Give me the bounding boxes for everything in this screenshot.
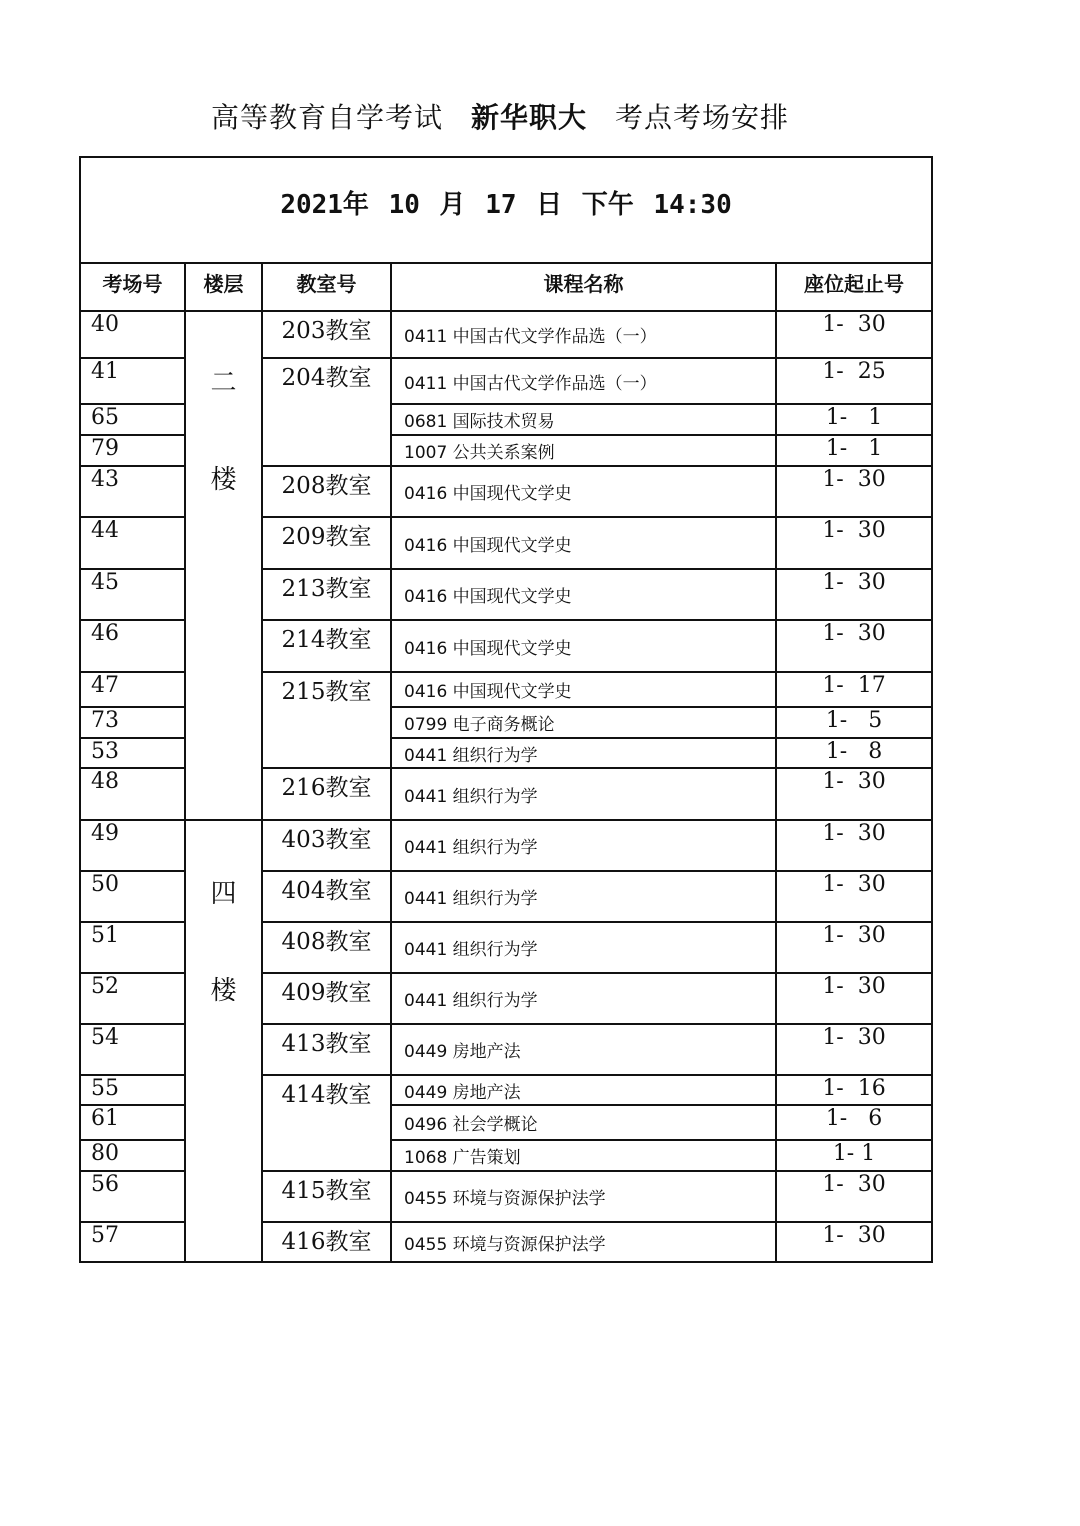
course-cell: 0681 国际技术贸易 xyxy=(391,404,776,435)
course-cell: 0496 社会学概论 xyxy=(391,1105,776,1140)
course-cell: 0416 中国现代文学史 xyxy=(391,672,776,707)
title-part1: 高等教育自学考试 xyxy=(210,101,443,134)
seat-range-text: 1- 30 xyxy=(822,923,886,948)
exam-number-cell: 49 xyxy=(80,820,185,871)
seat-range-cell xyxy=(776,1222,932,1262)
floor-cell-f2 xyxy=(185,311,262,820)
date-header xyxy=(80,157,932,263)
seat-range-cell xyxy=(776,311,932,358)
room-cell: 215教室 xyxy=(262,672,391,768)
header-floor: 楼层 xyxy=(185,263,262,311)
seat-range-cell xyxy=(776,973,932,1024)
header-room: 教室号 xyxy=(262,263,391,311)
exam-number-cell: 79 xyxy=(80,435,185,466)
course-cell: 0416 中国现代文学史 xyxy=(391,517,776,569)
seat-range-text: 1- 30 xyxy=(822,872,886,897)
room-cell: 208教室 xyxy=(262,466,391,517)
exam-number-cell: 43 xyxy=(80,466,185,517)
course-cell: 0411 中国古代文学作品选（一） xyxy=(391,311,776,358)
title-part2: 新华职大 xyxy=(470,101,587,134)
seat-range-text: 1- 16 xyxy=(822,1076,886,1101)
room-cell: 209教室 xyxy=(262,517,391,569)
seat-range-text: 1- 30 xyxy=(822,518,886,543)
floor-char: 二 xyxy=(210,368,237,398)
course-cell: 0799 电子商务概论 xyxy=(391,707,776,738)
exam-number-cell: 40 xyxy=(80,311,185,358)
course-cell: 0416 中国现代文学史 xyxy=(391,569,776,620)
title-part3: 考点考场安排 xyxy=(615,101,790,134)
exam-number-cell: 48 xyxy=(80,768,185,820)
seat-range-text: 1- 30 xyxy=(822,312,886,337)
seat-range-text: 1- 30 xyxy=(822,769,886,794)
seat-range-cell xyxy=(776,1171,932,1222)
room-cell: 403教室 xyxy=(262,820,391,871)
seat-range-cell xyxy=(776,1075,932,1105)
course-cell: 0441 组织行为学 xyxy=(391,922,776,973)
seat-range-cell xyxy=(776,871,932,922)
seat-range-cell xyxy=(776,620,932,672)
room-cell: 216教室 xyxy=(262,768,391,820)
course-cell: 0449 房地产法 xyxy=(391,1075,776,1105)
room-cell: 409教室 xyxy=(262,973,391,1024)
exam-number-cell: 55 xyxy=(80,1075,185,1105)
seat-range-cell xyxy=(776,707,932,738)
exam-number-cell: 50 xyxy=(80,871,185,922)
room-cell: 214教室 xyxy=(262,620,391,672)
course-cell: 1068 广告策划 xyxy=(391,1140,776,1171)
seat-range-text: 1- 30 xyxy=(822,1025,886,1050)
header-course: 课程名称 xyxy=(391,263,776,311)
seat-range-cell xyxy=(776,1105,932,1140)
floor-char: 楼 xyxy=(210,976,237,1006)
seat-range-cell xyxy=(776,820,932,871)
course-cell: 0455 环境与资源保护法学 xyxy=(391,1222,776,1262)
date-line: 2021年 10 月 17 日 下午 14:30 xyxy=(280,190,732,220)
exam-number-cell: 41 xyxy=(80,358,185,404)
floor-char: 楼 xyxy=(210,465,237,495)
exam-number-cell: 52 xyxy=(80,973,185,1024)
seat-range-cell xyxy=(776,738,932,768)
course-cell: 0455 环境与资源保护法学 xyxy=(391,1171,776,1222)
exam-number-cell: 44 xyxy=(80,517,185,569)
exam-number-cell: 61 xyxy=(80,1105,185,1140)
exam-number-cell: 73 xyxy=(80,707,185,738)
floor-char: 四 xyxy=(210,879,237,909)
room-cell: 204教室 xyxy=(262,358,391,466)
seat-range-text: 1- 25 xyxy=(822,359,886,384)
seat-range-text: 1- 30 xyxy=(822,821,886,846)
exam-number-cell: 80 xyxy=(80,1140,185,1171)
course-cell: 0441 组织行为学 xyxy=(391,768,776,820)
seat-range-cell xyxy=(776,1024,932,1075)
course-cell: 0441 组织行为学 xyxy=(391,973,776,1024)
seat-range-cell xyxy=(776,358,932,404)
seat-range-cell xyxy=(776,466,932,517)
room-cell: 415教室 xyxy=(262,1171,391,1222)
course-cell: 0441 组织行为学 xyxy=(391,820,776,871)
exam-number-cell: 45 xyxy=(80,569,185,620)
seat-range-text: 1- 8 xyxy=(825,739,883,764)
seat-range-text: 1- 30 xyxy=(822,1223,886,1248)
page-title xyxy=(0,96,1000,136)
seat-range-text: 1- 1 xyxy=(825,405,883,430)
course-cell: 0416 中国现代文学史 xyxy=(391,466,776,517)
seat-range-cell xyxy=(776,404,932,435)
exam-number-cell: 46 xyxy=(80,620,185,672)
seat-range-text: 1- 6 xyxy=(825,1106,883,1131)
room-cell: 414教室 xyxy=(262,1075,391,1171)
seat-range-text: 1- 30 xyxy=(822,467,886,492)
table-row xyxy=(80,311,932,358)
header-seats: 座位起止号 xyxy=(776,263,932,311)
seat-range-text: 1- 17 xyxy=(822,673,886,698)
seat-range-text: 1- 30 xyxy=(822,1172,886,1197)
seat-range-text: 1- 5 xyxy=(825,708,883,733)
exam-number-cell: 53 xyxy=(80,738,185,768)
exam-number-cell: 54 xyxy=(80,1024,185,1075)
exam-number-cell: 65 xyxy=(80,404,185,435)
seat-range-cell xyxy=(776,569,932,620)
room-cell: 203教室 xyxy=(262,311,391,358)
exam-number-cell: 51 xyxy=(80,922,185,973)
exam-number-cell: 57 xyxy=(80,1222,185,1262)
floor-cell-f4 xyxy=(185,820,262,1262)
room-cell: 413教室 xyxy=(262,1024,391,1075)
room-cell: 416教室 xyxy=(262,1222,391,1262)
seat-range-text: 1- 1 xyxy=(832,1141,876,1166)
seat-range-cell xyxy=(776,922,932,973)
seat-range-text: 1- 30 xyxy=(822,621,886,646)
course-cell: 0449 房地产法 xyxy=(391,1024,776,1075)
exam-number-cell: 56 xyxy=(80,1171,185,1222)
course-cell: 1007 公共关系案例 xyxy=(391,435,776,466)
seat-range-text: 1- 1 xyxy=(825,436,883,461)
course-cell: 0441 组织行为学 xyxy=(391,871,776,922)
schedule-table xyxy=(79,156,933,1263)
course-cell: 0441 组织行为学 xyxy=(391,738,776,768)
seat-range-cell xyxy=(776,1140,932,1171)
exam-number-cell: 47 xyxy=(80,672,185,707)
table-row xyxy=(80,820,932,871)
course-cell: 0411 中国古代文学作品选（一） xyxy=(391,358,776,404)
seat-range-text: 1- 30 xyxy=(822,974,886,999)
room-cell: 408教室 xyxy=(262,922,391,973)
room-cell: 213教室 xyxy=(262,569,391,620)
course-cell: 0416 中国现代文学史 xyxy=(391,620,776,672)
header-exam-no: 考场号 xyxy=(80,263,185,311)
seat-range-cell xyxy=(776,672,932,707)
seat-range-text: 1- 30 xyxy=(822,570,886,595)
room-cell: 404教室 xyxy=(262,871,391,922)
seat-range-cell xyxy=(776,768,932,820)
seat-range-cell xyxy=(776,435,932,466)
seat-range-cell xyxy=(776,517,932,569)
